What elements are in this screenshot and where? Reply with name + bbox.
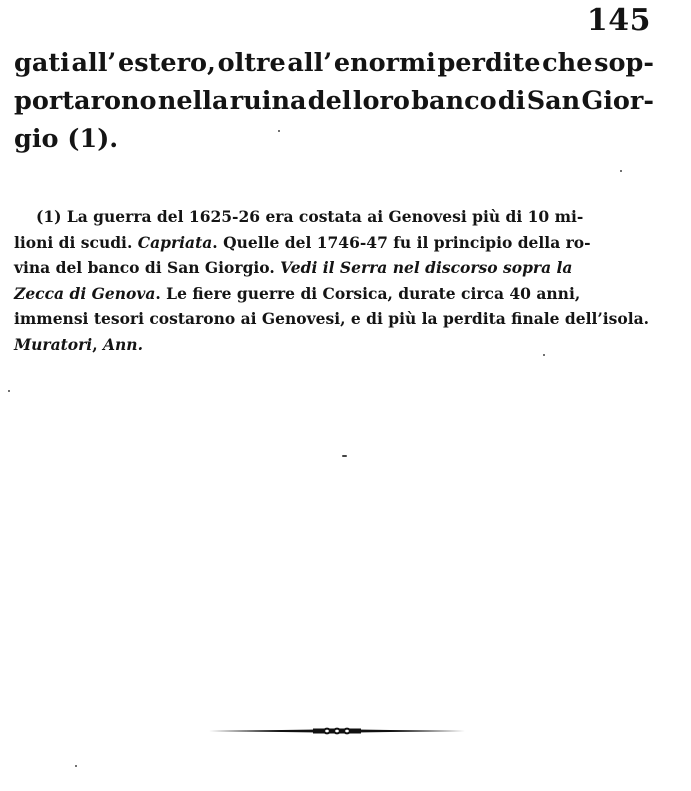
footnote-line-3 [14, 255, 656, 281]
ornament-divider-icon [209, 721, 465, 741]
main-text-block [14, 44, 654, 158]
citation-annali: Ann. [103, 334, 143, 354]
citation-muratori: Muratori [14, 334, 93, 354]
paper-speck [342, 455, 347, 457]
footnote-line-1: (1) La guerra del 1625-26 era costata ai Genovesi più di 10 mi- [36, 207, 584, 226]
citation-zecca: Zecca di Genova [14, 283, 156, 303]
main-text-line-3: gio (1). [14, 124, 119, 154]
footnote-line-2 [14, 230, 656, 256]
footnote-text: vina del banco di San Giorgio. [14, 258, 281, 277]
paper-speck [75, 765, 77, 767]
footnote-text: , [92, 334, 103, 354]
footnote-line-4 [14, 281, 656, 307]
footnote-block [14, 204, 656, 357]
paper-speck [8, 390, 10, 392]
footnote-line-5: immensi tesori costarono ai Genovesi, e di più la perdita finale dell’isola. [14, 309, 650, 328]
paper-speck [278, 130, 280, 132]
paper-speck [620, 170, 622, 172]
citation-capriata: Capriata [137, 232, 213, 252]
footnote-line-6 [14, 332, 656, 358]
main-text-line-1: gati all’ estero, oltre all’ enormi perdite che sop- [14, 48, 654, 78]
footnote-text: . Le fiere guerre di Corsica, durate circa 40 anni, [155, 283, 581, 303]
paper-speck [543, 354, 545, 356]
footnote-text: . Quelle del 1746-47 fu il principio della ro- [212, 232, 591, 252]
page-number: 145 [586, 3, 651, 38]
footnote-text: lioni di scudi. [14, 232, 138, 252]
citation-serra: Vedi il Serra nel discorso sopra la [280, 258, 573, 277]
main-text-line-2: portarono nella ruina del loro banco di San Gior- [14, 86, 654, 116]
